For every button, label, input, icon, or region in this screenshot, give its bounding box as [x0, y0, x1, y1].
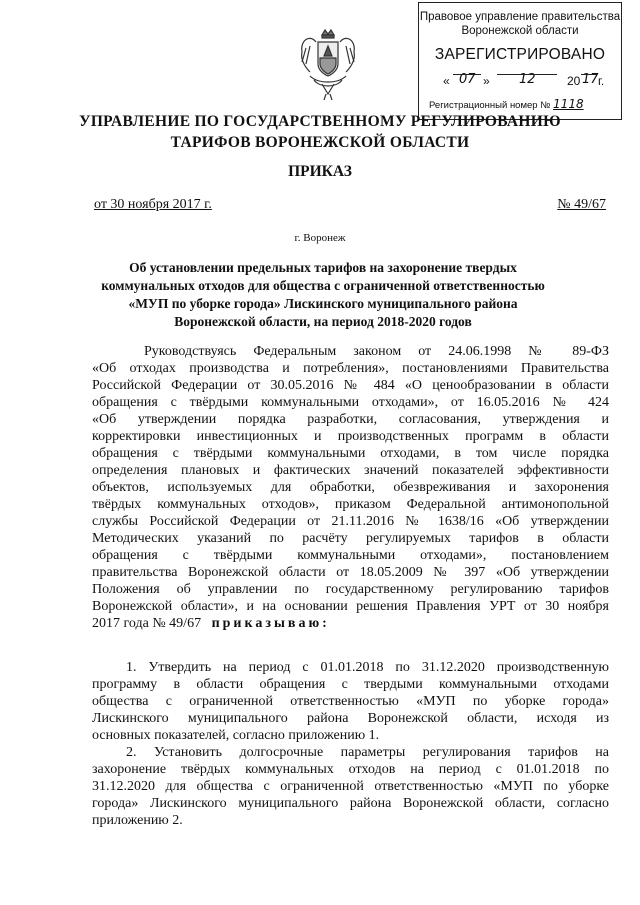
- organization-line1: УПРАВЛЕНИЕ ПО ГОСУДАРСТВЕННОМУ РЕГУЛИРОВАНИЮ: [79, 113, 561, 130]
- stamp-reg-label: Регистрационный номер №: [429, 100, 551, 111]
- body-line: обращения с твёрдыми коммунальными отходами, в том числе порядка: [92, 446, 609, 461]
- voronezh-coat-of-arms-icon: [296, 28, 360, 102]
- body-line: 1. Утвердить на период с 01.01.2018 по 31.12.2020 производственную: [126, 660, 609, 675]
- body-line: объектов, используемых для обработки, обезвреживания и захоронения: [92, 480, 609, 495]
- title-line: Об установлении предельных тарифов на захоронение твердых: [129, 260, 517, 275]
- stamp-year-prefix: 20: [567, 74, 581, 88]
- body-line: корректировки инвестиционных и производственных программ в области: [92, 429, 609, 444]
- body-line: правительства Воронежской области от 18.05.2009 № 397 «Об утверждении: [92, 565, 609, 580]
- document-date: от 30 ноября 2017 г.: [94, 197, 212, 212]
- body-line: захоронение твёрдых коммунальных отходов на период с 01.01.2018 по: [92, 762, 609, 777]
- body-line: определения плановых и фактических значений показателей эффективности: [92, 463, 609, 478]
- document-type: ПРИКАЗ: [288, 163, 352, 180]
- organization-line2: ТАРИФОВ ВОРОНЕЖСКОЙ ОБЛАСТИ: [170, 134, 470, 151]
- body-line: приложению 2.: [92, 813, 183, 828]
- body-line: основных показателей, согласно приложению 1.: [92, 728, 380, 743]
- body-line: «Об утверждении порядка разработки, согласования, утверждения и: [92, 412, 609, 427]
- body-line: Руководствуясь Федеральным законом от 24.06.1998 № 89-ФЗ: [144, 344, 609, 359]
- body-line: обращения с твёрдыми коммунальными отходами», от 16.05.2016 № 424: [92, 395, 609, 410]
- body-line: Российской Федерации от 30.05.2016 № 484 «О ценообразовании в области: [92, 378, 609, 393]
- body-line: 2. Установить долгосрочные параметры регулирования тарифов на: [126, 745, 609, 760]
- stamp-month: 12: [519, 72, 536, 87]
- title-line: коммунальных отходов для общества с ограниченной ответственностью: [101, 278, 545, 293]
- body-line: программу в области обращения с твердыми коммунальными отходами: [92, 677, 609, 692]
- stamp-day: 07: [459, 72, 476, 87]
- stamp-org-line2: Воронежской области: [461, 25, 579, 37]
- stamp-year: 17: [582, 72, 599, 87]
- title-line: «МУП по уборке города» Лискинского муниципального района: [128, 296, 518, 311]
- order-word: приказываю:: [211, 616, 330, 631]
- body-line: Методических указаний по расчёту регулируемых тарифов в области: [92, 531, 609, 546]
- body-line: Положения об управлении по государственному регулированию тарифов: [92, 582, 609, 597]
- decision-reference: 2017 года № 49/67: [92, 616, 202, 631]
- stamp-year-suffix: г.: [598, 74, 605, 88]
- document-number: № 49/67: [557, 197, 606, 212]
- body-line: «Об отходах производства и потребления», постановлениями Правительства: [92, 361, 609, 376]
- body-line: твёрдых коммунальных отходов», приказом Федеральной антимонопольной: [92, 497, 609, 512]
- body-line: Воронежской области», и на основании решения Правления УРТ от 30 ноября: [92, 599, 609, 614]
- stamp-reg-number: 1118: [553, 97, 584, 111]
- stamp-date: « 07 » 12 20 17 г.: [443, 72, 605, 88]
- stamp-registration: [429, 97, 584, 111]
- document-title: [98, 259, 548, 331]
- body-line-final: [92, 615, 609, 632]
- body-line: общества с ограниченной ответственностью «МУП по уборке города»: [92, 694, 609, 709]
- body-line: службы Российской Федерации от 21.11.2016 № 1638/16 «Об утверждении: [92, 514, 609, 529]
- title-line: Воронежской области, на период 2018-2020 годов: [174, 314, 472, 329]
- body-line: 31.12.2020 для общества с ограниченной ответственностью «МУП по уборке: [92, 779, 609, 794]
- stamp-org-line1: Правовое управление правительства: [419, 11, 621, 23]
- body-line: обращения с твёрдыми коммунальными отходами», постановлением: [92, 548, 609, 563]
- document-city: г. Воронеж: [294, 232, 346, 244]
- stamp-status: ЗАРЕГИСТРИРОВАНО: [434, 46, 606, 63]
- registration-stamp: [418, 2, 622, 120]
- stamp-organization: [419, 10, 621, 38]
- body-line: города» Лискинского муниципального района Воронежской области, согласно: [92, 796, 609, 811]
- body-line: Лискинского муниципального района Воронежской области, исходя из: [92, 711, 609, 726]
